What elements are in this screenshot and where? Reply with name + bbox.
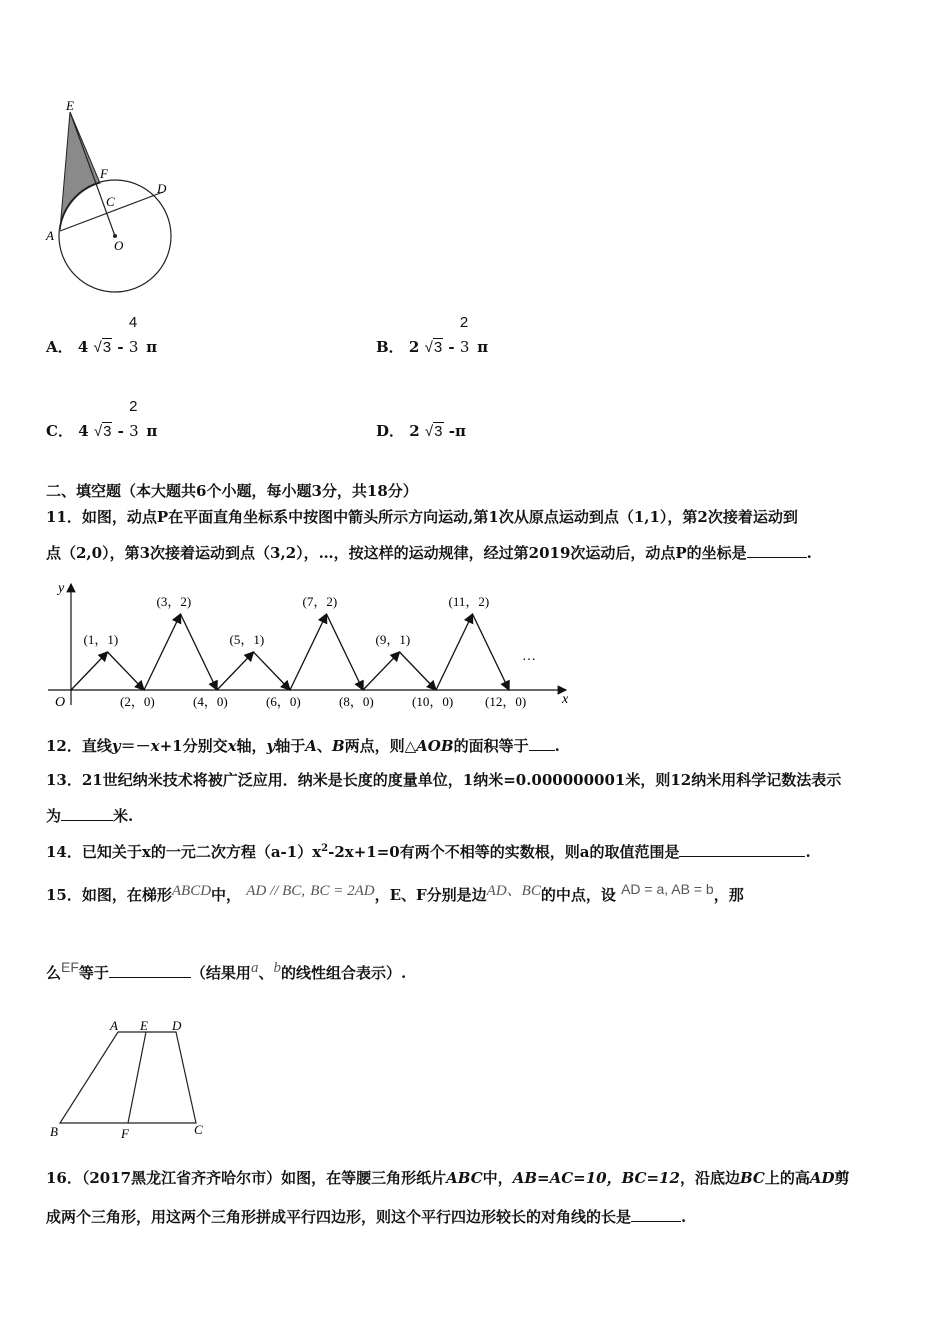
path-segment [254,652,291,690]
answer-blank [631,1207,681,1222]
answer-blank [679,842,805,857]
axis-point-label: (12，0) [485,694,527,709]
answer-blank [529,736,555,751]
q11-line1: 11．如图，动点P在平面直角坐标系中按图中箭头所示方向运动,第1次从原点运动到点（1,1），第2次接着运动到 [46,508,798,526]
q12: 12．直线y＝－x+1分别交x轴，y轴于A、B两点，则△AOB的面积等于 . [46,737,560,755]
path-segment [144,614,181,690]
axis-point-label: (8，0) [339,694,374,709]
answer-blank [747,543,807,558]
path-segment [363,652,400,690]
tail: -π [448,422,466,440]
coef: 4 [77,338,89,356]
trapezoid-figure [40,1012,220,1142]
option-letter: A． [46,338,73,356]
origin-label: O [55,695,66,710]
fraction-numerator: 2 [129,398,138,415]
label-d: D [172,1018,182,1033]
label-a: A [46,228,54,243]
option-d: D． 2 √3 -π [376,422,466,440]
operator: - [448,338,455,356]
path-segment [400,652,437,690]
point-label: (11，2) [448,594,490,609]
segment-ef [128,1032,146,1123]
label-b: B [50,1124,58,1139]
option-b: B． 2 √3 - 2 3 π [376,314,489,356]
label-f: F [121,1126,129,1141]
operator: - [117,338,124,356]
fraction-numerator: 2 [459,314,469,331]
option-c: C． 4 √3 - 2 3 π [46,398,158,440]
q11-text: 点（2,0），第3次接着运动到点（3,2），…，按这样的运动规律，经过第2019次运动后，动点P的坐标是 [46,544,747,562]
radicand: 3 [102,339,112,356]
label-e: E [66,98,74,113]
axis-point-label: (6，0) [266,694,301,709]
q16-line2: 成两个三角形，用这两个三角形拼成平行四边形，则这个平行四边形较长的对角线的长是 . [46,1208,687,1226]
q13-line1: 13．21世纪纳米技术将被广泛应用．纳米是长度的度量单位，1纳米=0.000000001米，则12纳米用科学记数法表示 [46,771,842,789]
q16-line1: 16．（2017黑龙江省齐齐哈尔市）如图，在等腰三角形纸片ABC中，AB=AC=10，BC=12，沿底边BC上的高AD剪 [46,1169,850,1187]
radicand: 3 [434,423,443,440]
point-label: (1，1) [83,632,119,647]
pi: π [146,422,158,440]
operator: - [117,422,124,440]
trapezoid-abcd [60,1032,196,1123]
option-a: A． 4 √3 - 4 3 π [46,314,158,356]
path-segment [436,614,473,690]
path-segment [290,614,327,690]
axis-point-label: (2，0) [120,694,155,709]
fraction-numerator: 4 [128,314,138,331]
q11-line2: 点（2,0），第3次接着运动到点（3,2），…，按这样的运动规律，经过第2019次运动后，动点P的坐标是 . [46,544,812,562]
point-label: (3，2) [156,594,192,609]
path-segment [327,614,364,690]
path-segment [473,614,510,690]
q15-line2: 么EF等于 （结果用a、b的线性组合表示）. [46,959,407,982]
fraction-denominator: 3 [128,338,139,356]
radicand: 3 [433,339,443,356]
pi: π [146,338,158,356]
coef: 4 [78,422,89,440]
label-e: E [140,1018,148,1033]
section-heading: 二、填空题（本大题共6个小题，每小题3分，共18分） [46,482,418,500]
axis-point-label: (4，0) [193,694,228,709]
label-c: C [106,194,115,209]
label-d: D [157,181,167,196]
axis-point-label: (10，0) [412,694,454,709]
path-segment [71,652,108,690]
path-segment [181,614,218,690]
coef: 2 [408,338,420,356]
option-letter: B． [376,338,404,356]
point-label: (5，1) [229,632,265,647]
shaded-region [60,112,100,230]
path-figure [40,576,580,716]
path-segment [217,652,254,690]
label-c: C [194,1122,203,1137]
x-label: x [562,692,569,707]
ellipsis: … [522,649,536,664]
label-o: O [114,238,124,253]
fraction-denominator: 3 [129,422,139,440]
option-letter: C． [46,422,73,440]
point-label: (9，1) [375,632,411,647]
point-label: (7，2) [302,594,338,609]
fraction-denominator: 3 [459,338,470,356]
q13-line2: 为 米. [46,807,134,825]
label-a: A [110,1018,118,1033]
pi: π [477,338,489,356]
label-f: F [100,166,108,181]
coef: 2 [409,422,420,440]
path-segment [108,652,145,690]
answer-blank [61,806,113,821]
option-letter: D． [376,422,405,440]
y-label: y [58,581,65,596]
answer-blank [109,963,191,978]
circle-figure [40,95,200,305]
q14: 14．已知关于x的一元二次方程$(a-1)x^2-2x+1=0$有两个不相等的实数根，则a的取值范围是 . [46,843,811,861]
radicand: 3 [103,423,112,440]
q15-line1: 15．如图，在梯形ABCD中， AD // BC, BC = 2AD，E、F分别是边AD、BC的中点，设 AD = a, AB = b，那 [46,881,744,904]
